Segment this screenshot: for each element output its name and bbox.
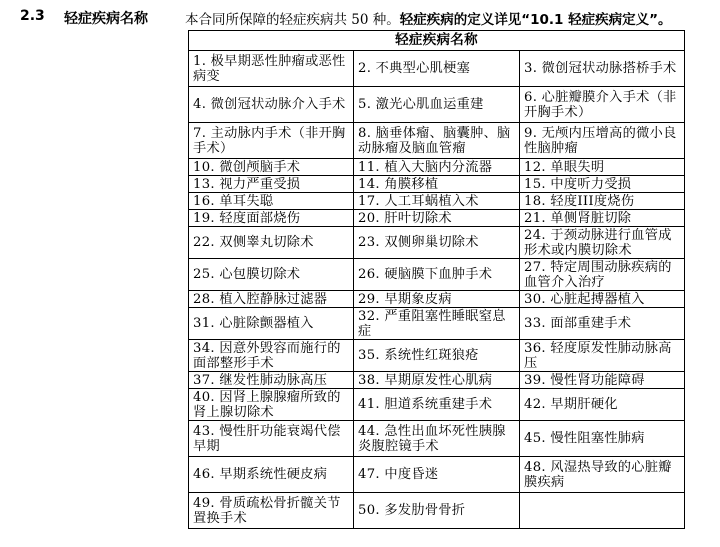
section-number: 2.3 — [20, 8, 45, 24]
table-cell: 33. 面部重建手术 — [520, 308, 685, 340]
table-row — [189, 308, 685, 340]
table-cell: 23. 双侧卵巢切除术 — [354, 227, 520, 259]
table-row — [189, 389, 685, 421]
intro-text: 本合同所保障的轻症疾病共 50 种。 — [185, 12, 400, 28]
table-cell: 5. 激光心肌血运重建 — [354, 87, 520, 123]
table-cell: 16. 单耳失聪 — [189, 193, 354, 210]
table-row — [189, 123, 685, 159]
table-cell: 9. 无颅内压增高的微小良性脑肿瘤 — [520, 123, 685, 159]
table-cell: 12. 单眼失明 — [520, 159, 685, 176]
table-row — [189, 227, 685, 259]
table-cell: 15. 中度听力受损 — [520, 176, 685, 193]
table-row — [189, 259, 685, 291]
table-cell: 3. 微创冠状动脉搭桥手术 — [520, 51, 685, 87]
table-cell: 21. 单侧肾脏切除 — [520, 210, 685, 227]
table-row — [189, 291, 685, 308]
table-cell: 28. 植入腔静脉过滤器 — [189, 291, 354, 308]
section-intro — [185, 8, 672, 28]
table-cell: 32. 严重阻塞性睡眠窒息症 — [354, 308, 520, 340]
table-cell: 38. 早期原发性心肌病 — [354, 372, 520, 389]
section-title: 轻症疾病名称 — [64, 11, 148, 27]
table-cell: 14. 角膜移植 — [354, 176, 520, 193]
table-cell: 10. 微创颅脑手术 — [189, 159, 354, 176]
table-cell: 42. 早期肝硬化 — [520, 389, 685, 421]
table-cell: 41. 胆道系统重建手术 — [354, 389, 520, 421]
mild-disease-table — [188, 30, 685, 529]
table-row — [189, 421, 685, 457]
table-cell: 17. 人工耳蜗植入术 — [354, 193, 520, 210]
table-cell: 27. 特定周围动脉疾病的血管介入治疗 — [520, 259, 685, 291]
table-cell: 40. 因肾上腺腺瘤所致的肾上腺切除术 — [189, 389, 354, 421]
table-row — [189, 493, 685, 529]
table-cell: 18. 轻度III度烧伤 — [520, 193, 685, 210]
table-row — [189, 340, 685, 372]
table-cell: 8. 脑垂体瘤、脑囊肿、脑动脉瘤及脑血管瘤 — [354, 123, 520, 159]
table-cell: 6. 心脏瓣膜介入手术（非开胸手术） — [520, 87, 685, 123]
table-row — [189, 159, 685, 176]
table-row — [189, 176, 685, 193]
table-cell: 13. 视力严重受损 — [189, 176, 354, 193]
table-cell: 7. 主动脉内手术（非开胸手术） — [189, 123, 354, 159]
table-row — [189, 457, 685, 493]
table-cell: 44. 急性出血坏死性胰腺炎腹腔镜手术 — [354, 421, 520, 457]
table-row — [189, 193, 685, 210]
table-row — [189, 51, 685, 87]
table-cell: 31. 心脏除颤器植入 — [189, 308, 354, 340]
table-cell: 19. 轻度面部烧伤 — [189, 210, 354, 227]
table-cell: 30. 心脏起搏器植入 — [520, 291, 685, 308]
table-cell: 48. 风湿热导致的心脏瓣膜疾病 — [520, 457, 685, 493]
table-cell: 22. 双侧睾丸切除术 — [189, 227, 354, 259]
table-cell: 4. 微创冠状动脉介入手术 — [189, 87, 354, 123]
table-row — [189, 87, 685, 123]
table-cell: 36. 轻度原发性肺动脉高压 — [520, 340, 685, 372]
table-cell: 24. 于颈动脉进行血管成形术或内膜切除术 — [520, 227, 685, 259]
table-cell: 49. 骨质疏松骨折髋关节置换手术 — [189, 493, 354, 529]
table-cell — [520, 493, 685, 529]
table-cell: 11. 植入大脑内分流器 — [354, 159, 520, 176]
table-row — [189, 210, 685, 227]
table-header: 轻症疾病名称 — [189, 31, 685, 51]
table-cell: 43. 慢性肝功能衰竭代偿早期 — [189, 421, 354, 457]
table-cell: 39. 慢性肾功能障碍 — [520, 372, 685, 389]
table-cell: 37. 继发性肺动脉高压 — [189, 372, 354, 389]
table-row — [189, 372, 685, 389]
table-cell: 29. 早期象皮病 — [354, 291, 520, 308]
table-cell: 1. 极早期恶性肿瘤或恶性病变 — [189, 51, 354, 87]
table-cell: 46. 早期系统性硬皮病 — [189, 457, 354, 493]
table-cell: 2. 不典型心肌梗塞 — [354, 51, 520, 87]
table-cell: 47. 中度昏迷 — [354, 457, 520, 493]
table-cell: 20. 肝叶切除术 — [354, 210, 520, 227]
table-cell: 45. 慢性阻塞性肺病 — [520, 421, 685, 457]
table-cell: 50. 多发肋骨骨折 — [354, 493, 520, 529]
table-cell: 34. 因意外毁容而施行的面部整形手术 — [189, 340, 354, 372]
table-cell: 26. 硬脑膜下血肿手术 — [354, 259, 520, 291]
intro-definition-note: 轻症疾病的定义详见“10.1 轻症疾病定义”。 — [399, 12, 672, 28]
table-cell: 35. 系统性红斑狼疮 — [354, 340, 520, 372]
table-cell: 25. 心包膜切除术 — [189, 259, 354, 291]
